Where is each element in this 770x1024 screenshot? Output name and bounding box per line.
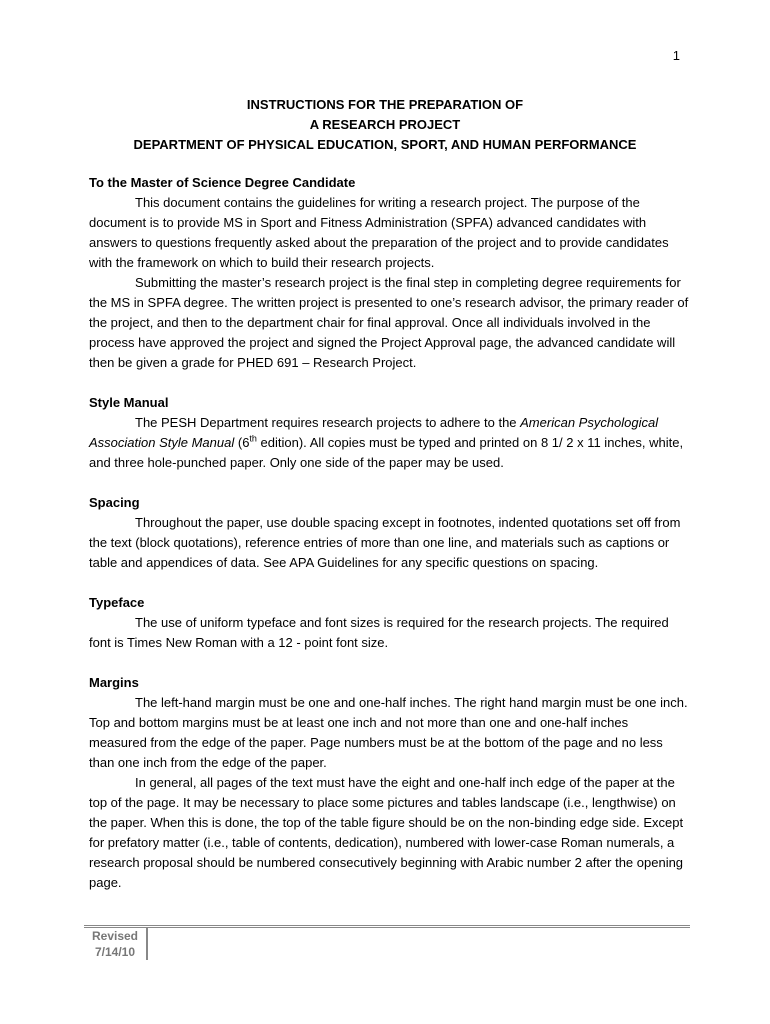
paragraph: Throughout the paper, use double spacing except in footnotes, indented quotations set off from the text (block quotations), reference entries of more than one line, and materials such as captions or table and appendices of data. See APA Guidelines for any specific questions on spacing. [89, 515, 681, 570]
section-heading-margins: Margins [89, 675, 139, 690]
page-number: 1 [672, 48, 680, 63]
document-title [0, 95, 770, 155]
section-heading-candidate: To the Master of Science Degree Candidate [89, 175, 356, 190]
italic-title: American Psychological Association Style Manual [89, 415, 659, 450]
paragraph: This document contains the guidelines for writing a research project. The purpose of the document is to provide MS in Sport and Fitness Administration (SPFA) advanced candidates with answers to questions frequently asked about the preparation of the project and to provide candidates with the framework on which to build their research projects. [89, 195, 669, 270]
text-run: (6 [234, 435, 250, 450]
revision-note [84, 928, 148, 960]
section-heading-typeface: Typeface [89, 595, 145, 610]
paragraph [89, 413, 689, 473]
paragraph: The use of uniform typeface and font sizes is required for the research projects. The required font is Times New Roman with a 12 - point font size. [89, 615, 669, 650]
footer-divider [84, 925, 690, 928]
text-run: The PESH Department requires research projects to adhere to the [135, 415, 521, 430]
section-heading-style-manual: Style Manual [89, 395, 169, 410]
paragraph: In general, all pages of the text must have the eight and one-half inch edge of the paper at the top of the page. It may be necessary to place some pictures and tables landscape (i.e., lengthwise) on the paper. When this is done, the top of the table figure should be on the non-binding edge side. Except for prefatory matter (i.e., table of contents, dedication), numbered with lower-case Roman numerals, a research proposal should be numbered consecutively beginning with Arabic number 2 after the opening page. [89, 775, 684, 890]
superscript: th [249, 433, 257, 444]
text-run: edition). All copies must be typed and printed on 8 1/ 2 x 11 inches, white, and three hole-punched paper. Only one side of the paper may be used. [89, 435, 684, 470]
document-body [89, 173, 689, 893]
title-line-1: INSTRUCTIONS FOR THE PREPARATION OF [246, 97, 524, 112]
title-line-2: A RESEARCH PROJECT [309, 117, 461, 132]
revised-date: 7/14/10 [94, 945, 136, 959]
paragraph: Submitting the master’s research project is the final step in completing degree requirements for the MS in SPFA degree. The written project is presented to one’s research advisor, the primary reader of the project, and then to the department chair for final approval. Once all individuals involved in the process have approved the project and signed the Project Approval page, the advanced candidate will then be given a grade for PHED 691 – Research Project. [89, 275, 689, 370]
revised-label: Revised [91, 929, 139, 943]
paragraph: The left-hand margin must be one and one-half inches. The right hand margin must be one inch. Top and bottom margins must be at least one inch and not more than one and one-half inches measured from the edge of the paper. Page numbers must be at the bottom of the page and no less than one inch from the edge of the paper. [89, 695, 688, 770]
section-heading-spacing: Spacing [89, 495, 140, 510]
title-line-3: DEPARTMENT OF PHYSICAL EDUCATION, SPORT, AND HUMAN PERFORMANCE [133, 137, 637, 152]
